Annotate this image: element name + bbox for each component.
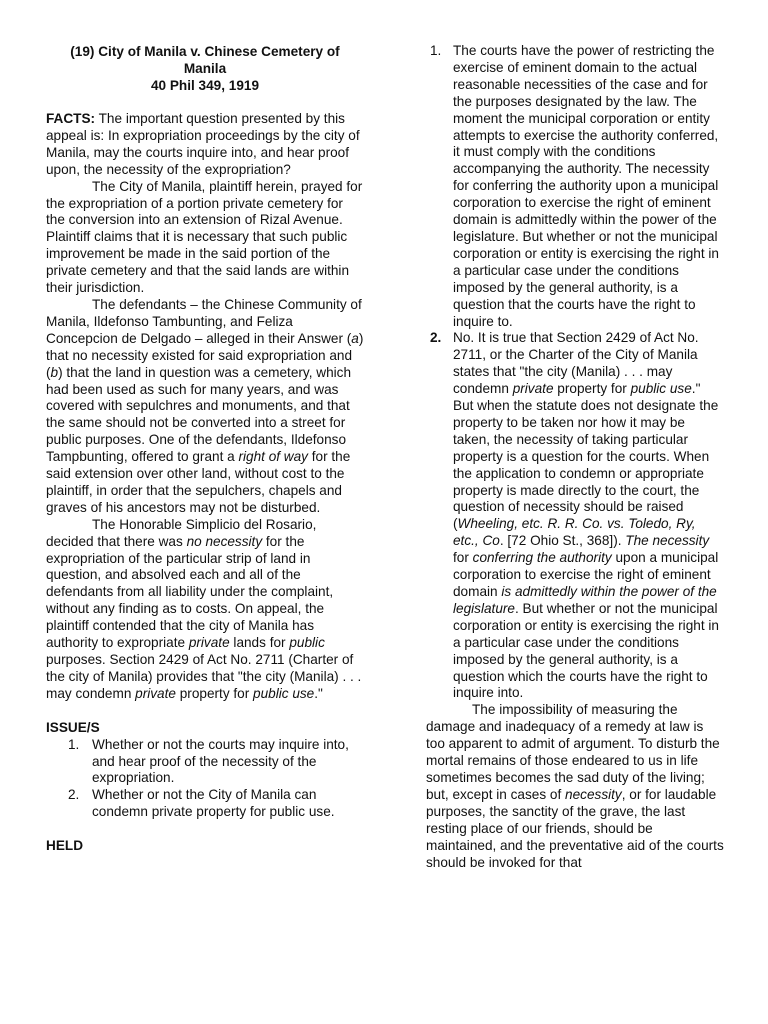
text-run: right of way xyxy=(238,449,308,465)
text-run: ." xyxy=(314,685,323,701)
issue-item xyxy=(46,787,364,821)
text-run: a xyxy=(351,330,359,346)
held-item xyxy=(426,330,724,702)
text-run: public use xyxy=(253,685,315,701)
text-run: ) that the land in question was a cemetery, which had been used as such for many years, and was covered with sepulchres and monuments, and that the same should not be converted into a street for public purposes. One of the defendants, Ildefonso Tampbunting, offered to grant a xyxy=(46,364,352,465)
text-run: purposes. Section 2429 of Act No. 2711 (Charter of the city of Manila) provides that "the city (Manila) . . . may condemn xyxy=(46,652,362,701)
issue-text: Whether or not the City of Manila can condemn private property for public use. xyxy=(92,787,335,820)
text-run: for the said extension over other land, without cost to the plaintiff, in order that the sepulchers, chapels and graves of his ancestors may not be disturbed. xyxy=(46,449,351,515)
issues-heading: ISSUE/S xyxy=(46,719,100,735)
case-citation: 40 Phil 349, 1919 xyxy=(150,78,260,93)
text-run: ) that no necessity existed for said expropriation and ( xyxy=(46,330,364,380)
held-text: The courts have the power of restricting the exercise of eminent domain to the actual reasonable necessities of the case and for the purposes designated by the law. The moment the municipal corporation or entity attempts to exercise the authority conferred, it must comply with the conditions accompanying the authority. The necessity for conferring the authority upon a municipal corporation to exercise the right of eminent domain is admittedly within the power of the legislature. But whether or not the municipal corporation or entity is exercising the right in a particular case under the conditions imposed by the general authority, is a question that the courts have the right to inquire to. xyxy=(453,43,719,329)
text-run: for the expropriation of the particular strip of land in question, and absolved each and all of the defendants from all liability under the complaint, without any finding as to costs. On appeal, the plaintiff contended that the city of Manila has authority to expropriate xyxy=(46,533,334,651)
text-run: for xyxy=(453,550,473,566)
issue-item xyxy=(46,737,364,788)
text-run: public xyxy=(289,635,325,651)
left-column xyxy=(46,43,364,855)
text-run: . [72 Ohio St., 368]). xyxy=(499,533,626,549)
held-heading: HELD xyxy=(46,838,84,854)
issue-text: Whether or not the courts may inquire into, and hear proof of the necessity of the expropriation. xyxy=(92,736,349,786)
case-title xyxy=(46,43,364,94)
case-title-line: (19) City of Manila v. Chinese Cemetery of xyxy=(70,44,340,59)
issue-number: 2. xyxy=(68,787,80,803)
facts-paragraph xyxy=(46,111,364,179)
text-run: The Honorable Simplicio del Rosario, decided that there was xyxy=(46,516,317,549)
text-run: upon a municipal corporation to exercise the right of eminent domain xyxy=(453,550,719,599)
text-run: private xyxy=(188,635,230,651)
facts-heading: FACTS: xyxy=(46,111,96,126)
facts-paragraph xyxy=(46,297,364,517)
text-run: property for xyxy=(553,381,631,397)
text-run: Wheeling, etc. R. R. Co. vs. Toledo, Ry, etc., Co xyxy=(453,516,696,549)
held-item xyxy=(426,43,724,330)
text-run: The defendants – the Chinese Community of Manila, Ildefonso Tambunting, and Feliza Concepcion de Delgado – alleged in their Answer ( xyxy=(46,296,362,346)
held-closing-paragraph xyxy=(426,702,724,871)
text-run: No. It is true that Section 2429 of Act No. 2711, or the Charter of the City of Manila states that "the city (Manila) . . . may condemn xyxy=(453,330,699,397)
text-run: necessity xyxy=(565,786,622,802)
text-run: private xyxy=(135,685,176,701)
text-run: b xyxy=(50,364,59,380)
held-number: 2. xyxy=(430,330,442,346)
issues-list xyxy=(46,737,364,822)
text-run: private xyxy=(512,381,554,397)
text-run: The impossibility of measuring the damage and inadequacy of a remedy at law is too apparent to admit of argument. To disturb the mortal remains of those endeared to us in life sometimes becomes the sad duty of the living; but, except in cases of xyxy=(426,702,720,802)
text-run: . But whether or not the municipal corporation or entity is exercising the right in a particular case under the conditions imposed by the general authority, is a question which the courts have the right to inquire into. xyxy=(453,600,719,701)
text-run: ." But when the statute does not designate the property to be taken nor how it may be taken, the necessity of taking particular property is a question for the courts. When the application to condemn or appropriate property is made directly to the court, the question of necessity should be raised ( xyxy=(453,381,719,532)
right-column xyxy=(426,43,724,871)
held-list xyxy=(426,43,724,702)
text-run: , or for laudable purposes, the sanctity of the grave, the last resting place of our friends, should be maintained, and the preventative aid of the courts should be invoked for that xyxy=(426,786,724,870)
text-run: public use xyxy=(630,381,692,397)
text-run: lands for xyxy=(229,635,290,651)
issue-number: 1. xyxy=(68,736,80,752)
text-run: no necessity xyxy=(186,533,263,549)
text-run: The necessity xyxy=(625,533,710,549)
facts-paragraph: The City of Manila, plaintiff herein, prayed for the expropriation of a portion private cemetery for the conversion into an extension of Rizal Avenue. Plaintiff claims that it is necessary that such public improvement be made in the said portion of the private cemetery and that the said lands are within their jurisdiction. xyxy=(46,178,363,296)
text-run: property for xyxy=(175,685,254,701)
facts-paragraph xyxy=(46,517,364,703)
text-run: conferring the authority xyxy=(472,550,612,566)
case-title-line: Manila xyxy=(183,61,227,76)
held-number: 1. xyxy=(430,43,442,58)
facts-text: The important question presented by this appeal is: In expropriation proceedings by the city of Manila, may the courts inquire into, and hear proof upon, the necessity of the expropriation? xyxy=(46,111,360,177)
text-run: is admittedly within the power of the legislature xyxy=(453,584,717,616)
